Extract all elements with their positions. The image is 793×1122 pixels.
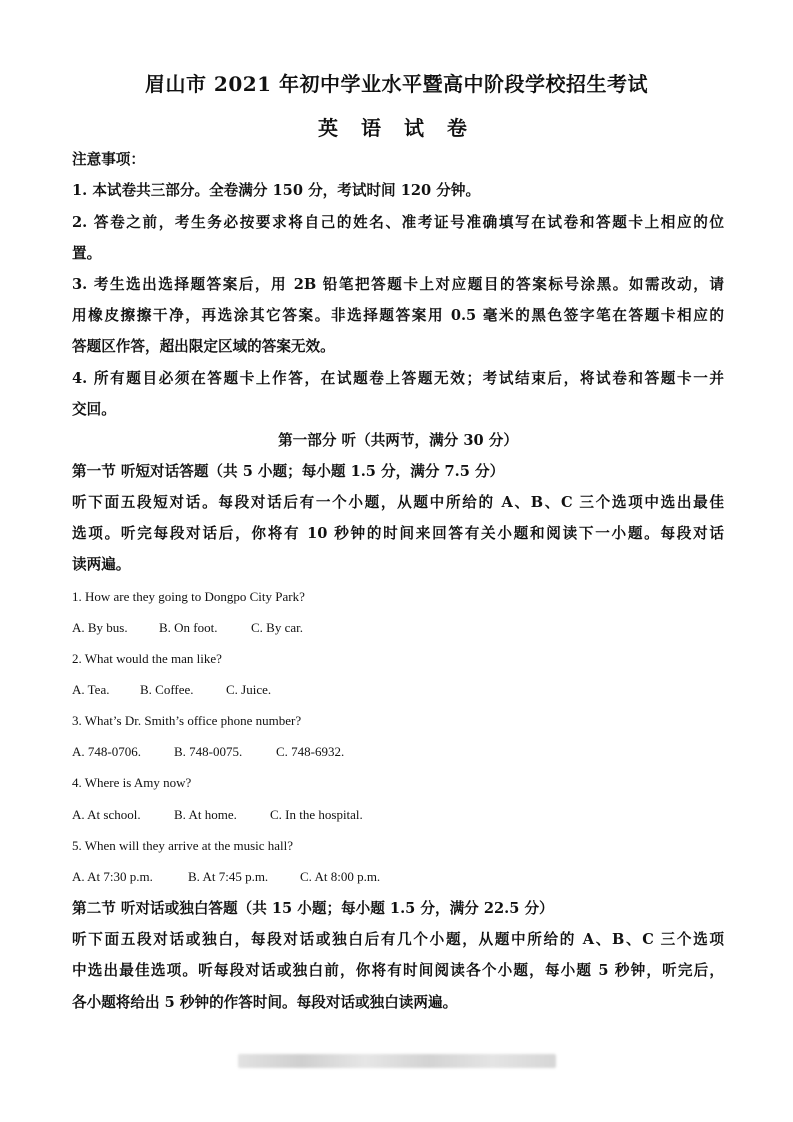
question-3-option-b: B. 748-0075. (174, 744, 243, 759)
section-1-instructions-line-2: 选项。听完每段对话后，你将有 10 秒钟的时间来回答有关小题和阅读下一小题。每段对话 (72, 525, 724, 542)
section-2-instructions-line-2: 中选出最佳选项。听每段对话或独白前，你将有时间阅读各个小题，每小题 5 秒钟，听完后， (72, 962, 724, 979)
notice-item-4-line-2: 交回。 (72, 401, 116, 418)
question-4-option-b: B. At home. (174, 807, 237, 822)
section-2-heading: 第二节 听对话或独白答题（共 15 小题；每小题 1.5 分，满分 22.5 分） (72, 900, 554, 917)
question-3: 3. What’s Dr. Smith’s office phone number? (72, 713, 302, 728)
section-2-instructions-line-3: 各小题将给出 5 秒钟的作答时间。每段对话或独白读两遍。 (72, 994, 458, 1011)
notice-item-1: 1. 本试卷共三部分。全卷满分 150 分，考试时间 120 分钟。 (72, 182, 481, 199)
question-2-options (72, 681, 271, 699)
notice-item-3-line-3: 答题区作答，超出限定区域的答案无效。 (72, 338, 335, 355)
question-3-option-a: A. 748-0706. (72, 744, 141, 759)
question-5-options (72, 868, 380, 886)
question-5-option-a: A. At 7:30 p.m. (72, 869, 153, 884)
question-1: 1. How are they going to Dongpo City Park? (72, 589, 305, 604)
question-2-option-c: C. Juice. (226, 682, 272, 697)
notice-item-2-line-2: 置。 (72, 245, 102, 262)
question-2-option-b: B. Coffee. (140, 682, 194, 697)
question-2: 2. What would the man like? (72, 651, 222, 666)
question-5-option-c: C. At 8:00 p.m. (300, 869, 381, 884)
question-1-option-c: C. By car. (251, 620, 303, 635)
section-1-instructions-line-1: 听下面五段短对话。每段对话后有一个小题，从题中所给的 A、B、C 三个选项中选出最佳 (72, 494, 724, 511)
section-1-heading: 第一节 听短对话答题（共 5 小题；每小题 1.5 分，满分 7.5 分） (72, 463, 505, 480)
notice-item-3-line-1: 3. 考生选出选择题答案后，用 2B 铅笔把答题卡上对应题目的答案标号涂黑。如需改动，请 (72, 276, 724, 293)
section-2-instructions-line-1: 听下面五段对话或独白，每段对话或独白后有几个小题，从题中所给的 A、B、C 三个选项 (72, 931, 724, 948)
part-1-heading: 第一部分 听（共两节，满分 30 分） (278, 432, 518, 449)
question-4-options (72, 806, 363, 824)
section-1-instructions-line-3: 读两遍。 (72, 556, 131, 573)
question-1-option-a: A. By bus. (72, 620, 128, 635)
notice-item-3-line-2: 用橡皮擦擦干净，再选涂其它答案。非选择题答案用 0.5 毫米的黑色签字笔在答题卡相应的 (72, 307, 724, 324)
exam-title: 眉山市 2021 年初中学业水平暨高中阶段学校招生考试 (144, 72, 649, 96)
question-5-option-b: B. At 7:45 p.m. (188, 869, 269, 884)
question-4: 4. Where is Amy now? (72, 775, 192, 790)
exam-subtitle: 英 语 试 卷 (318, 116, 475, 140)
notice-item-2-line-1: 2. 答卷之前，考生务必按要求将自己的姓名、准考证号准确填写在试卷和答题卡上相应的位 (72, 214, 724, 231)
question-1-options (72, 619, 303, 637)
question-1-option-b: B. On foot. (159, 620, 218, 635)
blurred-footer-watermark (238, 1054, 556, 1068)
question-4-option-a: A. At school. (72, 807, 141, 822)
question-3-option-c: C. 748-6932. (276, 744, 345, 759)
notice-heading: 注意事项： (72, 151, 145, 168)
question-4-option-c: C. In the hospital. (270, 807, 363, 822)
question-2-option-a: A. Tea. (72, 682, 110, 697)
notice-item-4-line-1: 4. 所有题目必须在答题卡上作答，在试题卷上答题无效；考试结束后，将试卷和答题卡一并 (72, 370, 724, 387)
question-3-options (72, 743, 344, 761)
question-5: 5. When will they arrive at the music hall? (72, 838, 294, 853)
